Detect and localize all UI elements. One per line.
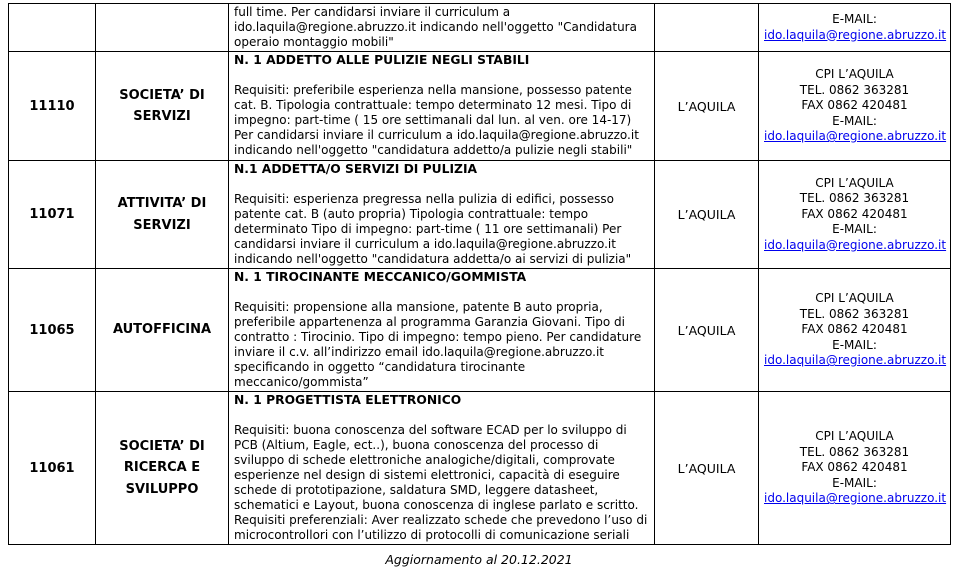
company-type: SOCIETA’ DI RICERCA E SVILUPPO [96,392,229,545]
contact-email-link[interactable]: ido.laquila@regione.abruzzo.it [764,491,947,506]
company-type [96,4,229,52]
contact-tel: TEL. 0862 363281 [799,191,910,206]
offer-location: L’AQUILA [655,161,759,269]
contact-cpi: CPI L’AQUILA [815,291,894,306]
contact-cpi: CPI L’AQUILA [815,175,894,190]
offer-location: L’AQUILA [655,392,759,545]
contact-email-link[interactable]: ido.laquila@regione.abruzzo.it [764,353,947,368]
contact-cell [759,161,951,269]
offer-description [229,161,655,269]
contact-tel: TEL. 0862 363281 [799,82,910,97]
offer-id: 11110 [9,52,96,161]
company-type: AUTOFFICINA [96,269,229,392]
offer-body: Requisiti: preferibile esperienza nella mansione, possesso patente cat. B. Tipologia contrattuale: tempo determinato 12 mesi. Tipo di impegno: part-time ( 15 ore settimanali dal lun. al ven. ore 14-17) Per candidarsi inviare il curriculum a ido.laquila@regione.abruzzo.it indicando nell'oggetto "candidatura addetto/a pulizie negli stabili" [234,83,639,157]
contact-cell [759,52,951,161]
company-type: ATTIVITA’ DI SERVIZI [96,161,229,269]
offer-description [229,392,655,545]
offer-id: 11065 [9,269,96,392]
offer-body: Requisiti: buona conoscenza del software ECAD per lo sviluppo di PCB (Altium, Eagle, ect..), buona conoscenza del processo di sviluppo di schede elettroniche analogiche/digitali, comprovate esperienze nel design di sistemi elettronici, capacità di eseguire schede di prototipazione, saldatura SMD, leggere datasheet, schematici e Layout, buona conoscenza di inglese parlato e scritto. Requisiti preferenziali: Aver realizzato schede che prevedono l’uso di microcontrollori con l’utilizzo di protocolli di comunicazione seriali [234,423,648,542]
contact-fax: FAX 0862 420481 [801,460,908,475]
contact-email-label: E-MAIL: [832,475,877,490]
offer-title: N. 1 PROGETTISTA ELETTRONICO [234,393,462,407]
contact-fax: FAX 0862 420481 [801,98,908,113]
offer-location [655,4,759,52]
contact-email-link[interactable]: ido.laquila@regione.abruzzo.it [764,237,947,252]
contact-email-label: E-MAIL: [832,113,877,128]
table-row [9,4,951,52]
contact-cell [759,4,951,52]
offer-id [9,4,96,52]
table-row [9,392,951,545]
offer-body: full time. Per candidarsi inviare il curriculum a ido.laquila@regione.abruzzo.it indicando nell'oggetto "Candidatura operaio montaggio mobili" [234,5,637,49]
offer-description [229,269,655,392]
contact-email-label: E-MAIL: [832,12,877,26]
contact-email-link[interactable]: ido.laquila@regione.abruzzo.it [764,129,947,144]
job-listings-table [8,3,951,545]
offer-location: L’AQUILA [655,269,759,392]
offer-title: N.1 ADDETTA/O SERVIZI DI PULIZIA [234,162,478,176]
contact-cpi: CPI L’AQUILA [815,429,894,444]
update-date: Aggiornamento al 20.12.2021 [385,552,573,567]
contact-tel: TEL. 0862 363281 [799,444,910,459]
offer-body: Requisiti: propensione alla mansione, patente B auto propria, preferibile appartenenza al programma Garanzia Giovani. Tipo di contratto : Tirocinio. Tipo di impegno: tempo pieno. Per candidature inviare il c.v. all’indirizzo email ido.laquila@regione.abruzzo.it specificando in oggetto “candidatura tirocinante meccanico/gommista” [234,300,642,389]
offer-title: N. 1 TIROCINANTE MECCANICO/GOMMISTA [234,270,527,284]
offer-id: 11061 [9,392,96,545]
contact-cell [759,269,951,392]
contact-tel: TEL. 0862 363281 [799,306,910,321]
offer-description [229,4,655,52]
contact-fax: FAX 0862 420481 [801,206,908,221]
contact-email-link[interactable]: ido.laquila@regione.abruzzo.it [764,27,947,42]
table-row [9,269,951,392]
offer-id: 11071 [9,161,96,269]
table-row [9,52,951,161]
table-row [9,161,951,269]
offer-description [229,52,655,161]
contact-cpi: CPI L’AQUILA [815,67,894,82]
offer-title: N. 1 ADDETTO ALLE PULIZIE NEGLI STABILI [234,53,530,67]
contact-email-label: E-MAIL: [832,337,877,352]
contact-fax: FAX 0862 420481 [801,322,908,337]
offer-location: L’AQUILA [655,52,759,161]
offer-body: Requisiti: esperienza pregressa nella pulizia di edifici, possesso patente cat. B (auto propria) Tipologia contrattuale: tempo determinato Tipo di impegno: part-time ( 11 ore settimanali) Per candidarsi inviare il curriculum a ido.laquila@regione.abruzzo.it indicando nell'oggetto "candidatura addetta/o ai servizi di pulizia" [234,192,632,266]
company-type: SOCIETA’ DI SERVIZI [96,52,229,161]
contact-cell [759,392,951,545]
contact-email-label: E-MAIL: [832,222,877,237]
